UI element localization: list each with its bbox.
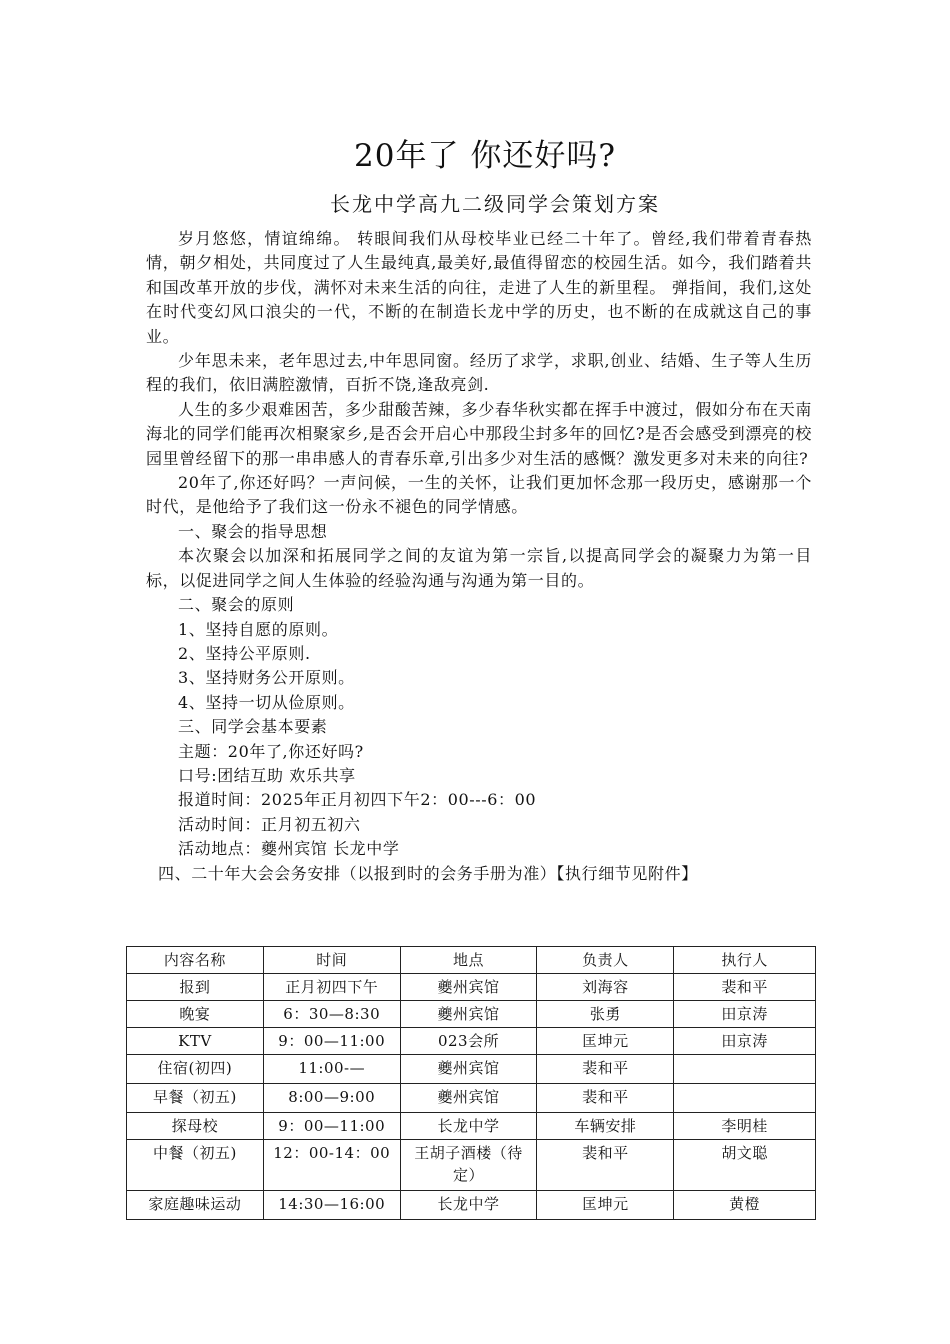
principle-item: 1、坚持自愿的原则。: [178, 619, 339, 639]
principle-item: 2、坚持公平原则.: [178, 643, 311, 663]
table-row: [127, 1055, 816, 1084]
element-item-event-time: 活动时间：正月初五初六: [178, 814, 361, 834]
section-1-heading: 一、聚会的指导思想: [178, 521, 328, 541]
table-row: [127, 1028, 816, 1055]
table-cell: 家庭趣味运动: [127, 1191, 264, 1220]
table-row: [127, 974, 816, 1001]
intro-paragraph-1: 岁月悠悠，情谊绵绵。 转眼间我们从母校毕业已经二十年了。曾经,我们带着青春热情，朝夕相处，共同度过了人生最纯真,最美好,最值得留恋的校园生活。如今，我们踏着共和国改革开放的步伐，满怀对未来生活的向往，走进了人生的新里程。 弹指间，我们,这处在时代变幻风口浪尖的一代，不断的在制造长龙中学的历史，也不断的在成就这自己的事业。: [146, 229, 812, 346]
table-cell: 晚宴: [127, 1001, 264, 1028]
table-cell: 裴和平: [537, 1140, 674, 1191]
table-cell: 车辆安排: [537, 1113, 674, 1140]
table-cell: 夔州宾馆: [400, 974, 537, 1001]
element-item-theme: 主题：20年了,你还好吗?: [178, 741, 364, 761]
table-cell: 8:00—9:00: [263, 1084, 400, 1113]
intro-paragraph-4: 20年了,你还好吗？一声问候，一生的关怀，让我们更加怀念那一段历史，感谢那一个时代，是他给予了我们这一份永不褪色的同学情感。: [146, 473, 812, 517]
element-item-slogan: 口号:团结互助 欢乐共享: [178, 765, 356, 785]
table-cell: 9：00—11:00: [263, 1028, 400, 1055]
section-3-heading: 三、同学会基本要素: [178, 717, 328, 737]
table-cell: 刘海容: [537, 974, 674, 1001]
table-cell: 夔州宾馆: [400, 1084, 537, 1113]
schedule-table: [126, 946, 816, 1220]
table-row: [127, 1191, 816, 1220]
table-cell: 报到: [127, 974, 264, 1001]
table-cell: 裴和平: [537, 1055, 674, 1084]
table-cell: 张勇: [537, 1001, 674, 1028]
document-title: 20年了 你还好吗?: [354, 138, 616, 174]
table-cell: 6：30—8:30: [263, 1001, 400, 1028]
table-cell: 匡坤元: [537, 1191, 674, 1220]
table-cell: 田京涛: [674, 1001, 816, 1028]
table-row: [127, 1113, 816, 1140]
intro-paragraph-2: 少年思未来，老年思过去,中年思同窗。经历了求学，求职,创业、结婚、生子等人生历程的我们，依旧满腔激情，百折不饶,逢敌亮剑.: [146, 351, 812, 395]
table-cell: 匡坤元: [537, 1028, 674, 1055]
table-cell: 夔州宾馆: [400, 1001, 537, 1028]
table-cell: 9：00—11:00: [263, 1113, 400, 1140]
table-cell: 长龙中学: [400, 1191, 537, 1220]
table-header-row: [127, 947, 816, 974]
table-cell: 14:30—16:00: [263, 1191, 400, 1220]
column-header: 负责人: [537, 947, 674, 974]
table-cell: 胡文聪: [674, 1140, 816, 1191]
table-cell: 正月初四下午: [263, 974, 400, 1001]
document-subtitle: 长龙中学高九二级同学会策划方案: [330, 192, 660, 216]
column-header: 时间: [263, 947, 400, 974]
table-cell: [674, 1084, 816, 1113]
table-cell: KTV: [127, 1028, 264, 1055]
table-cell: 早餐（初五): [127, 1084, 264, 1113]
section-1-text: 本次聚会以加深和拓展同学之间的友谊为第一宗旨,以提高同学会的凝聚力为第一目标，以促进同学之间人生体验的经验沟通与沟通为第一目的。: [146, 546, 812, 590]
table-cell: 裴和平: [537, 1084, 674, 1113]
table-cell: 探母校: [127, 1113, 264, 1140]
section-4-heading: 四、二十年大会会务安排（以报到时的会务手册为准）【执行细节见附件】: [158, 863, 698, 883]
table-cell: 田京涛: [674, 1028, 816, 1055]
principle-item: 3、坚持财务公开原则。: [178, 668, 355, 688]
table-cell: 黄橙: [674, 1191, 816, 1220]
table-cell: 中餐（初五): [127, 1140, 264, 1191]
table-cell: 裴和平: [674, 974, 816, 1001]
table-row: [127, 1084, 816, 1113]
table-cell: 11:00-—: [263, 1055, 400, 1084]
table-cell: 12：00-14：00: [263, 1140, 400, 1191]
element-item-venue: 活动地点：夔州宾馆 长龙中学: [178, 839, 400, 859]
column-header: 地点: [400, 947, 537, 974]
table-cell: [674, 1055, 816, 1084]
document-body: [146, 227, 812, 886]
section-2-heading: 二、聚会的原则: [178, 595, 295, 615]
table-cell: 夔州宾馆: [400, 1055, 537, 1084]
table-cell: 023会所: [400, 1028, 537, 1055]
column-header: 内容名称: [127, 947, 264, 974]
intro-paragraph-3: 人生的多少艰难困苦，多少甜酸苦辣，多少春华秋实都在挥手中渡过，假如分布在天南海北的同学们能再次相聚家乡,是否会开启心中那段尘封多年的回忆?是否会感受到漂亮的校园里曾经留下的那一串串感人的青春乐章,引出多少对生活的感慨？激发更多对未来的向往?: [146, 399, 812, 468]
element-item-checkin-time: 报道时间：2025年正月初四下午2：00---6：00: [178, 790, 537, 810]
table-cell: 李明桂: [674, 1113, 816, 1140]
table-row: [127, 1140, 816, 1191]
table-cell: 长龙中学: [400, 1113, 537, 1140]
column-header: 执行人: [674, 947, 816, 974]
table-row: [127, 1001, 816, 1028]
principle-item: 4、坚持一切从俭原则。: [178, 692, 355, 712]
table-cell: 王胡子酒楼（待定）: [400, 1140, 537, 1191]
table-cell: 住宿(初四): [127, 1055, 264, 1084]
